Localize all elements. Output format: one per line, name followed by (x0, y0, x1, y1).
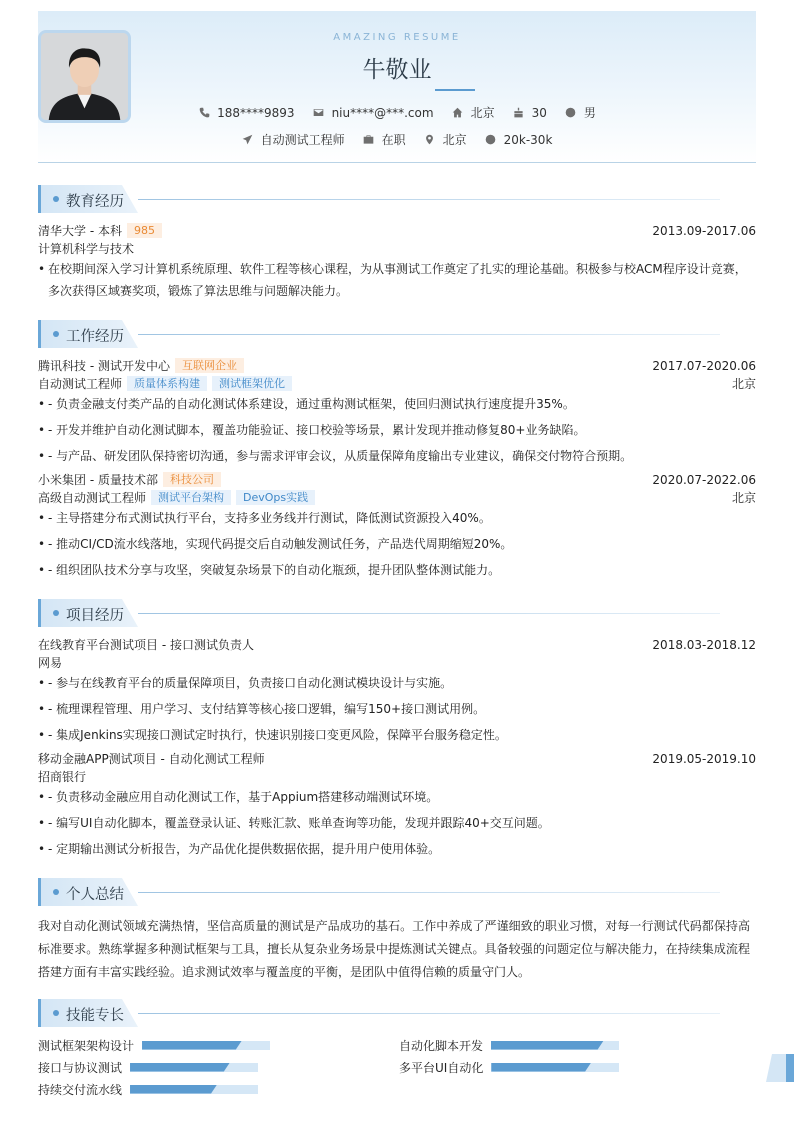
resume-header (38, 11, 756, 163)
company-tag: 互联网企业 (175, 358, 244, 373)
phone-text: 188****9893 (217, 105, 295, 120)
skill-bar-fill (142, 1041, 242, 1050)
skill-tag: 测试框架优化 (212, 376, 292, 391)
status-info (363, 131, 406, 148)
section-projects (38, 599, 718, 627)
phone-info (198, 106, 294, 120)
skill-bar-fill (491, 1041, 604, 1050)
gender-icon (565, 107, 577, 119)
job-intent-row (38, 131, 756, 148)
list-item: • - 组织团队技术分享与攻坚，突破复杂场景下的自动化瓶颈，提升团队整体测试能力。 (38, 559, 756, 581)
city-info (424, 131, 467, 148)
company-tag: 科技公司 (163, 472, 221, 487)
name-underline (435, 89, 475, 91)
candidate-name: 牛敬业 (362, 57, 432, 83)
send-icon (242, 134, 254, 146)
work-header (38, 471, 756, 489)
section-title: 个人总结 (66, 887, 124, 903)
summary-text: 我对自动化测试领域充满热情，坚信高质量的测试是产品成功的基石。工作中养成了严谨细致的职业习惯，对每一行测试代码都保持高标准要求。熟练掌握多种测试框架与工具，擅长从复杂业务场景中提炼测试关键点。具备较强的问题定位与解决能力，在持续集成流程搭建方面有丰富实践经验。追求测试效率与覆盖度的平衡，是团队中值得信赖的质量守门人。 (38, 919, 750, 979)
gender-info (565, 104, 596, 121)
skill-tag: 测试平台架构 (151, 490, 231, 505)
skill-bar (491, 1041, 619, 1050)
education-major: 计算机科学与技术 (38, 242, 135, 256)
skill-bar (130, 1085, 258, 1094)
list-item: • - 主导搭建分布式测试执行平台，支持多业务线并行测试，降低测试资源投入40%。 (38, 507, 756, 529)
work-date: 2020.07-2022.06 (652, 473, 756, 487)
list-item: • - 参与在线教育平台的质量保障项目，负责接口自动化测试模块设计与实施。 (38, 672, 756, 694)
education-header (38, 222, 756, 240)
skill-tag: 质量体系构建 (127, 376, 207, 391)
mail-icon (313, 107, 325, 119)
gender-text: 男 (583, 106, 596, 120)
section-title: 项目经历 (66, 608, 124, 624)
project-org: 网易 (38, 656, 63, 670)
education-date: 2013.09-2017.06 (652, 224, 756, 238)
skill-item (399, 1036, 619, 1054)
project-date: 2019.05-2019.10 (652, 752, 756, 766)
skill-item (38, 1036, 270, 1054)
salary-text: 20k-30k (503, 132, 553, 147)
work-city: 北京 (731, 377, 756, 391)
list-item: • - 负责移动金融应用自动化测试工作，基于Appium搭建移动端测试环境。 (38, 786, 756, 808)
work-city: 北京 (731, 491, 756, 505)
location-icon (424, 134, 436, 146)
list-item: • - 开发并维护自动化测试脚本，覆盖功能验证、接口校验等场景，累计发现并推动修复80+业务缺陷。 (38, 419, 756, 441)
skill-name: 持续交付流水线 (38, 1082, 123, 1097)
list-item: • - 推动CI/CD流水线落地，实现代码提交后自动触发测试任务，产品迭代周期缩短20%。 (38, 533, 756, 555)
work-date: 2017.07-2020.06 (652, 359, 756, 373)
company-name: 腾讯科技 - 测试开发中心 (38, 359, 170, 373)
work-title-row (38, 489, 756, 507)
section-education (38, 185, 718, 213)
salary-info (485, 133, 553, 147)
skill-bar-fill (491, 1063, 591, 1072)
section-title: 工作经历 (66, 329, 124, 345)
skill-bar (142, 1041, 270, 1050)
school-name: 清华大学 - 本科 (38, 224, 122, 238)
age-text: 30 (531, 105, 547, 120)
skill-name: 测试框架架构设计 (38, 1038, 135, 1053)
skill-item (38, 1058, 258, 1076)
company-name: 小米集团 - 质量技术部 (38, 473, 158, 487)
phone-icon (198, 107, 210, 119)
section-summary (38, 878, 718, 906)
work-header (38, 357, 756, 375)
project-org: 招商银行 (38, 770, 87, 784)
skill-bar (130, 1063, 258, 1072)
skill-bar (491, 1063, 619, 1072)
school-tag: 985 (127, 223, 162, 238)
project-header (38, 750, 756, 768)
list-item: • - 集成Jenkins实现接口测试定时执行，快速识别接口变更风险，保障平台服务稳定性。 (38, 724, 756, 746)
city-text: 北京 (442, 133, 467, 147)
project-date: 2018.03-2018.12 (652, 638, 756, 652)
project-header (38, 636, 756, 654)
work-title-row (38, 375, 756, 393)
email-info (313, 106, 434, 120)
job-title: 自动测试工程师 (38, 377, 123, 391)
skill-name: 接口与协议测试 (38, 1060, 123, 1075)
money-icon (485, 134, 497, 146)
skill-item (399, 1058, 619, 1076)
project-name: 在线教育平台测试项目 - 接口测试负责人 (38, 638, 254, 652)
skill-bar-fill (130, 1085, 217, 1094)
skill-name: 多平台UI自动化 (399, 1060, 484, 1075)
corner-decoration (766, 1054, 794, 1082)
skill-tag: DevOps实践 (236, 490, 315, 505)
section-title: 教育经历 (66, 194, 124, 210)
list-item: • - 梳理课程管理、用户学习、支付结算等核心接口逻辑，编写150+接口测试用例。 (38, 698, 756, 720)
home-icon (452, 107, 464, 119)
job-title: 高级自动测试工程师 (38, 491, 147, 505)
email-text: niu****@***.com (331, 105, 434, 120)
resume-brand: AMAZING RESUME (333, 32, 461, 43)
age-info (513, 106, 547, 120)
skill-name: 自动化脚本开发 (399, 1038, 484, 1053)
position-info (242, 131, 345, 148)
section-skills (38, 999, 718, 1027)
position-text: 自动测试工程师 (260, 133, 345, 147)
contact-row (38, 104, 756, 121)
project-name: 移动金融APP测试项目 - 自动化测试工程师 (38, 752, 265, 766)
skill-item (38, 1080, 258, 1098)
briefcase-icon (363, 134, 375, 146)
list-item: • - 编写UI自动化脚本，覆盖登录认证、转账汇款、账单查询等功能，发现并跟踪40+交互问题。 (38, 812, 756, 834)
residence-info (452, 104, 495, 121)
skill-bar-fill (130, 1063, 230, 1072)
cake-icon (513, 107, 525, 119)
list-item: • - 与产品、研发团队保持密切沟通，参与需求评审会议，从质量保障角度输出专业建议，确保交付物符合预期。 (38, 445, 756, 467)
residence-text: 北京 (470, 106, 495, 120)
status-text: 在职 (381, 133, 406, 147)
list-item: • - 定期输出测试分析报告，为产品优化提供数据依据，提升用户使用体验。 (38, 838, 756, 860)
list-item: • - 负责金融支付类产品的自动化测试体系建设，通过重构测试框架，使回归测试执行速度提升35%。 (38, 393, 756, 415)
section-title: 技能专长 (66, 1008, 124, 1024)
education-description: • 在校期间深入学习计算机系统原理、软件工程等核心课程，为从事测试工作奠定了扎实的理论基础。积极参与校ACM程序设计竞赛， 多次获得区域赛奖项，锻炼了算法思维与问题解决能力。 (38, 258, 756, 302)
section-work (38, 320, 718, 348)
